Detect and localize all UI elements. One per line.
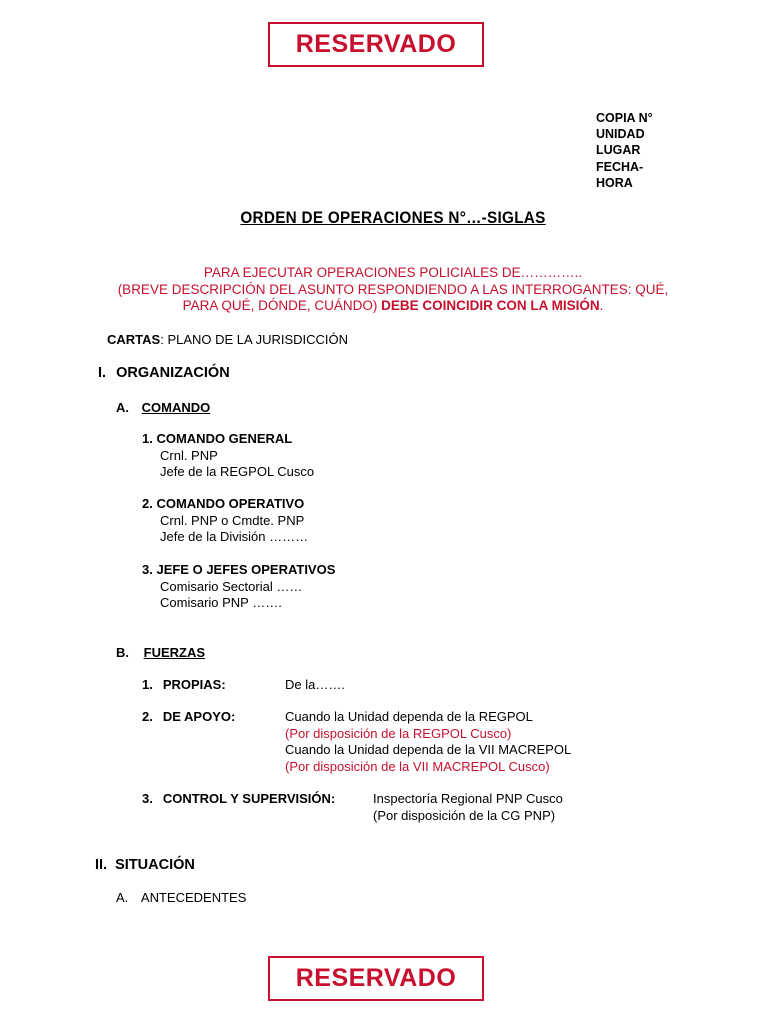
fuerzas-item-number: 1.	[142, 677, 153, 692]
section-1-heading	[98, 365, 230, 382]
purpose-line-3-end: .	[599, 298, 604, 313]
purpose-line-1: PARA EJECUTAR OPERACIONES POLICIALES DE…………..	[203, 265, 583, 280]
comando-item-number: 1.	[142, 431, 153, 446]
comando-item-line: Comisario PNP …….	[160, 595, 282, 610]
section-2-number: II.	[95, 857, 108, 873]
reserved-stamp-label: RESERVADO	[295, 30, 457, 59]
fuerzas-item-label: PROPIAS:	[162, 677, 226, 692]
reserved-stamp-top	[268, 22, 484, 67]
comando-item-line: Jefe de la División ………	[160, 529, 309, 544]
section-1b-number: B.	[116, 645, 129, 660]
fuerzas-item-number: 2.	[142, 709, 153, 724]
section-2a-number: A.	[116, 890, 129, 905]
fuerzas-item-value: Cuando la Unidad dependa de la REGPOL	[285, 709, 533, 724]
section-2-heading	[95, 857, 195, 874]
purpose-line-3	[60, 298, 726, 315]
comando-item-line: Crnl. PNP o Cmdte. PNP	[160, 512, 305, 528]
reserved-stamp-bottom	[268, 956, 484, 1001]
fuerzas-item-label: DE APOYO:	[162, 709, 236, 724]
fuerzas-item-value: (Por disposición de la CG PNP)	[373, 807, 556, 823]
fuerzas-item-values	[285, 709, 571, 775]
fuerzas-item-title	[142, 709, 235, 726]
purpose-block	[60, 265, 726, 315]
section-2a-heading	[116, 890, 246, 907]
fuerzas-item-value: Cuando la Unidad dependa de la VII MACREPOL	[285, 742, 572, 757]
fuerzas-item-values	[373, 791, 563, 824]
comando-item-number: 2.	[142, 496, 153, 511]
copy-number: COPIA N°	[596, 111, 653, 125]
section-1b-heading	[116, 645, 205, 662]
cartas-value: PLANO DE LA JURISDICCIÓN	[167, 332, 349, 347]
comando-item-title: COMANDO GENERAL	[156, 431, 293, 446]
section-1a-number: A.	[116, 400, 129, 415]
section-1-number: I.	[98, 365, 107, 381]
comando-item-line: Crnl. PNP	[160, 447, 218, 463]
comando-item-number: 3.	[142, 562, 153, 577]
fuerzas-item-value: De la…….	[285, 677, 345, 692]
fuerzas-item-note: (Por disposición de la VII MACREPOL Cusco)	[285, 758, 550, 774]
section-2a-title: ANTECEDENTES	[140, 890, 247, 905]
fuerzas-item-label: CONTROL Y SUPERVISIÓN:	[162, 791, 336, 806]
section-2-title: SITUACIÓN	[115, 857, 195, 873]
purpose-line-2: (BREVE DESCRIPCIÓN DEL ASUNTO RESPONDIENDO A LAS INTERROGANTES: QUÉ,	[117, 281, 669, 297]
copy-info-block	[596, 110, 653, 191]
fuerzas-item-value: Inspectoría Regional PNP Cusco	[373, 791, 563, 806]
unit: UNIDAD	[596, 127, 645, 142]
cartas-label: CARTAS	[107, 332, 161, 347]
section-1b-title: FUERZAS	[143, 645, 206, 660]
comando-item	[142, 496, 308, 546]
comando-item-title: JEFE O JEFES OPERATIVOS	[156, 562, 336, 577]
date: FECHA-	[596, 159, 644, 174]
comando-item-line: Comisario Sectorial ……	[160, 578, 303, 594]
comando-item	[142, 562, 335, 612]
place: LUGAR	[596, 143, 641, 158]
section-1a-heading	[116, 400, 210, 417]
comando-item	[142, 431, 314, 481]
comando-item-line: Jefe de la REGPOL Cusco	[160, 464, 315, 479]
section-1-title: ORGANIZACIÓN	[116, 365, 230, 381]
cartas-line	[107, 332, 348, 349]
time: HORA	[596, 175, 633, 190]
purpose-line-3-start: PARA QUÉ, DÓNDE, CUÁNDO)	[182, 298, 382, 313]
cartas-sep: :	[160, 332, 168, 347]
fuerzas-item-number: 3.	[142, 791, 153, 806]
purpose-mission-note: DEBE COINCIDIR CON LA MISIÓN	[381, 298, 600, 313]
document-title: ORDEN DE OPERACIONES N°…-SIGLAS	[240, 208, 546, 227]
fuerzas-item-note: (Por disposición de la REGPOL Cusco)	[285, 725, 512, 741]
section-1a-title: COMANDO	[141, 400, 211, 415]
fuerzas-item-title	[142, 677, 226, 694]
reserved-stamp-label: RESERVADO	[295, 964, 457, 993]
fuerzas-item-title	[142, 791, 335, 808]
comando-item-title: COMANDO OPERATIVO	[156, 496, 305, 511]
